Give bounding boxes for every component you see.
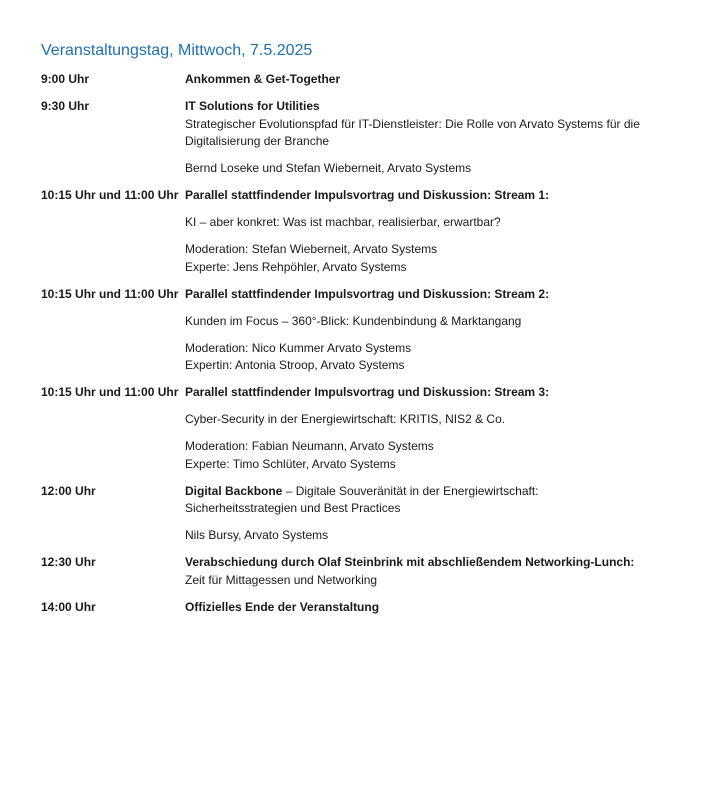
agenda-content xyxy=(185,286,681,304)
agenda-headline-line xyxy=(185,483,681,501)
agenda-row xyxy=(41,98,681,178)
stream-expert: Expertin: Antonia Stroop, Arvato Systems xyxy=(185,358,405,372)
stream-topic: Cyber-Security in der Energiewirtschaft: KRITIS, NIS2 & Co. xyxy=(185,412,506,426)
agenda-speakers: Bernd Loseke und Stefan Wieberneit, Arvato Systems xyxy=(185,161,472,175)
agenda-time: 14:00 Uhr xyxy=(41,599,96,614)
agenda-time: 12:00 Uhr xyxy=(41,483,96,498)
stream-moderation: Moderation: Stefan Wieberneit, Arvato Systems xyxy=(185,242,438,256)
agenda-row xyxy=(41,483,681,545)
agenda-headline-rest: – Digitale Souveränität in der Energiewirtschaft: xyxy=(282,483,539,498)
agenda-headline: IT Solutions for Utilities xyxy=(185,99,320,113)
agenda-content xyxy=(185,411,681,473)
stream-moderation: Moderation: Fabian Neumann, Arvato Systems xyxy=(185,439,434,453)
stream-moderation: Moderation: Nico Kummer Arvato Systems xyxy=(185,340,412,355)
agenda-description: Zeit für Mittagessen und Networking xyxy=(185,572,378,587)
agenda-speakers: Nils Bursy, Arvato Systems xyxy=(185,528,329,542)
agenda-description: Digitalisierung der Branche xyxy=(185,134,330,148)
agenda-time: 10:15 Uhr und 11:00 Uhr xyxy=(41,286,179,301)
stream-topic: Kunden im Focus – 360°-Blick: Kundenbindung & Marktangang xyxy=(185,313,522,328)
stream-expert: Experte: Jens Rehpöhler, Arvato Systems xyxy=(185,259,407,274)
agenda-row xyxy=(41,71,681,89)
agenda-headline: Parallel stattfindender Impulsvortrag und Diskussion: Stream 3: xyxy=(185,385,550,399)
agenda-row xyxy=(41,187,681,205)
stream-topic: KI – aber konkret: Was ist machbar, realisierbar, erwartbar? xyxy=(185,215,501,229)
agenda-headline: Parallel stattfindender Impulsvortrag und Diskussion: Stream 2: xyxy=(185,286,550,301)
agenda-content xyxy=(185,599,681,617)
agenda-headline-bold: Digital Backbone xyxy=(185,483,283,498)
agenda-headline: Ankommen & Get-Together xyxy=(185,72,341,86)
agenda-headline: Offizielles Ende der Veranstaltung xyxy=(185,599,380,614)
agenda-content xyxy=(185,384,681,402)
agenda-time: 9:30 Uhr xyxy=(41,99,90,113)
agenda-row xyxy=(41,599,681,617)
agenda-content xyxy=(185,71,681,89)
agenda-row xyxy=(41,554,681,589)
agenda-row xyxy=(41,313,681,375)
agenda-headline: Parallel stattfindender Impulsvortrag und Diskussion: Stream 1: xyxy=(185,188,550,202)
agenda-time: 12:30 Uhr xyxy=(41,555,96,569)
agenda-row xyxy=(41,286,681,304)
agenda-time: 9:00 Uhr xyxy=(41,72,90,86)
page-title: Veranstaltungstag, Mittwoch, 7.5.2025 xyxy=(41,42,313,59)
agenda-headline: Verabschiedung durch Olaf Steinbrink mit abschließendem Networking-Lunch: xyxy=(185,555,635,569)
agenda-content xyxy=(185,187,681,205)
agenda-time: 10:15 Uhr und 11:00 Uhr xyxy=(41,188,179,202)
agenda-content xyxy=(185,98,681,178)
agenda-row xyxy=(41,384,681,402)
agenda-content xyxy=(185,554,681,589)
agenda-row xyxy=(41,411,681,473)
agenda-content xyxy=(185,483,681,545)
agenda-description: Strategischer Evolutionspfad für IT-Dienstleister: Die Rolle von Arvato Systems für die xyxy=(185,116,640,131)
agenda-content xyxy=(185,214,681,276)
agenda-headline-continued: Sicherheitsstrategien und Best Practices xyxy=(185,501,401,515)
agenda-row xyxy=(41,214,681,276)
agenda-content xyxy=(185,313,681,375)
agenda-list xyxy=(41,71,681,626)
stream-expert: Experte: Timo Schlüter, Arvato Systems xyxy=(185,456,396,471)
agenda-time: 10:15 Uhr und 11:00 Uhr xyxy=(41,385,179,399)
